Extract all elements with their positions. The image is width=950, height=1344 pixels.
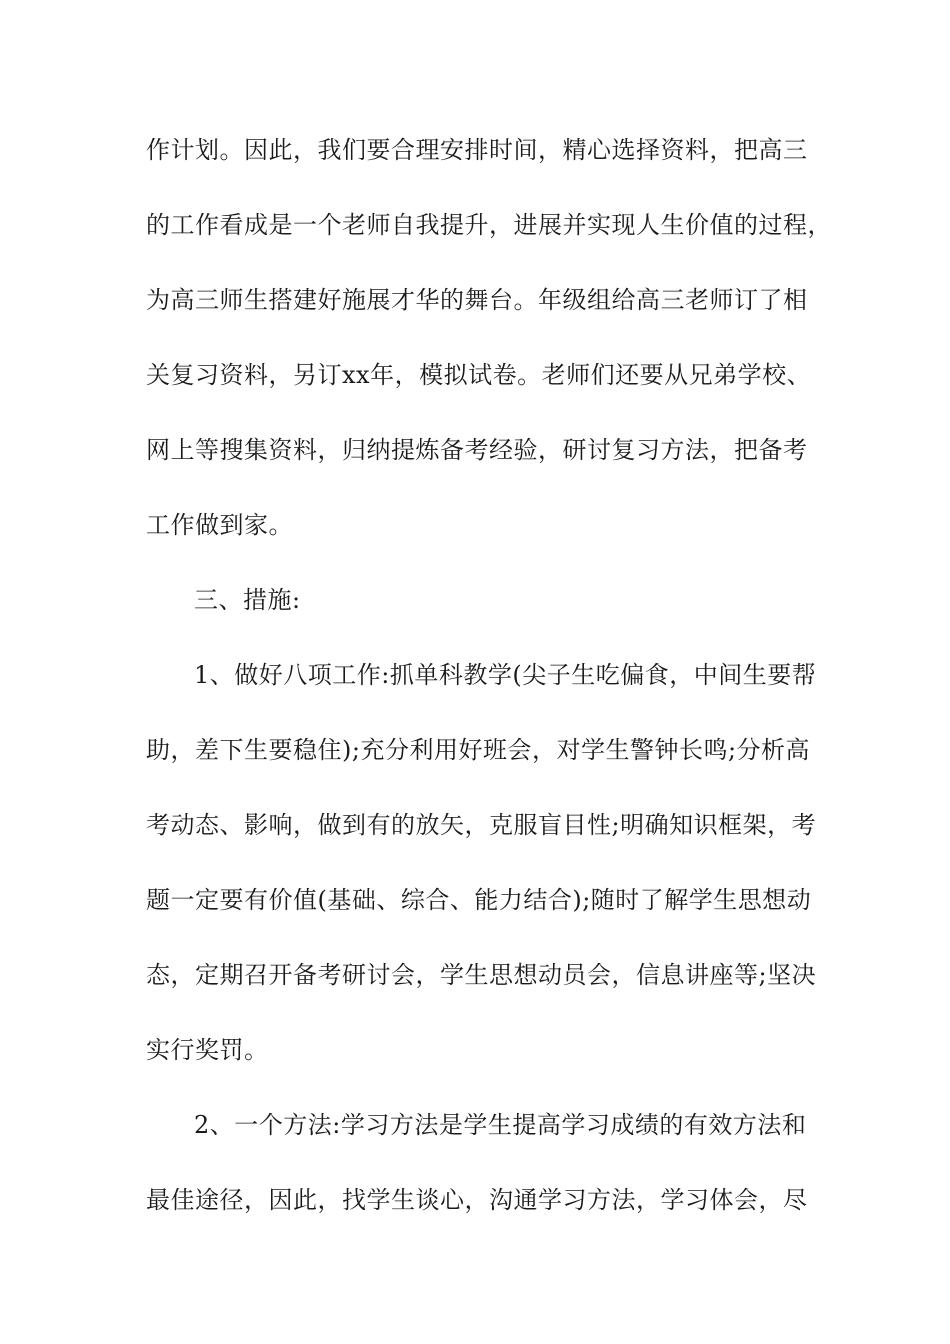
paragraph-line: 的工作看成是一个老师自我提升，进展并实现人生价值的过程，: [146, 211, 832, 239]
paragraph-line: 作计划。因此，我们要合理安排时间，精心选择资料，把高三: [146, 136, 808, 164]
paragraph-line: 关复习资料，另订xx年，模拟试卷。老师们还要从兄弟学校、: [146, 361, 812, 389]
paragraph-line: 网上等搜集资料，归纳提炼备考经验，研讨复习方法，把备考: [146, 436, 808, 464]
paragraph-line: 2、一个方法:学习方法是学生提高学习成绩的有效方法和: [194, 1111, 807, 1139]
paragraph-line: 1、做好八项工作:抓单科教学(尖子生吃偏食，中间生要帮: [194, 661, 817, 689]
section-heading: 三、措施:: [194, 586, 301, 614]
paragraph-line: 工作做到家。: [146, 511, 293, 539]
paragraph-line: 实行奖罚。: [146, 1036, 269, 1064]
paragraph-line: 助，差下生要稳住);充分利用好班会，对学生警钟长鸣;分析高: [146, 736, 811, 764]
paragraph-line: 态，定期召开备考研讨会，学生思想动员会，信息讲座等;坚决: [146, 961, 817, 989]
paragraph-line: 最佳途径，因此，找学生谈心，沟通学习方法，学习体会，尽: [146, 1186, 808, 1214]
paragraph-line: 题一定要有价值(基础、综合、能力结合);随时了解学生思想动: [146, 886, 812, 914]
paragraph-line: 考动态、影响，做到有的放矢，克服盲目性;明确知识框架，考: [146, 811, 817, 839]
paragraph-line: 为高三师生搭建好施展才华的舞台。年级组给高三老师订了相: [146, 286, 808, 314]
